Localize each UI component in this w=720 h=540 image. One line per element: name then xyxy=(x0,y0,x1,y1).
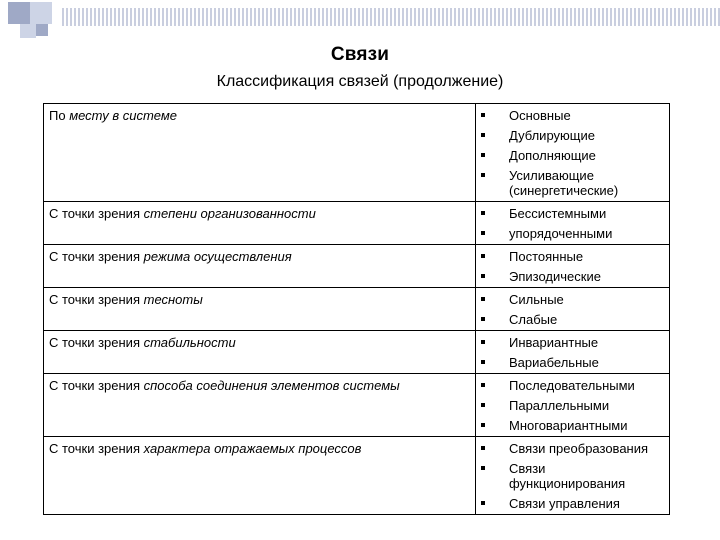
types-list xyxy=(481,206,664,241)
criterion-cell xyxy=(44,374,476,437)
list-item xyxy=(481,269,664,284)
criterion-cell xyxy=(44,202,476,245)
bullet-icon xyxy=(481,153,485,157)
types-cell xyxy=(476,202,670,245)
bullet-icon xyxy=(481,211,485,215)
list-item-text: Связи управления xyxy=(509,496,620,511)
bullet-icon xyxy=(481,360,485,364)
list-item-text: Эпизодические xyxy=(509,269,601,284)
list-item-text: Последовательными xyxy=(509,378,635,393)
slide-subtitle: Классификация связей (продолжение) xyxy=(216,73,504,90)
bullet-icon xyxy=(481,133,485,137)
list-item xyxy=(481,108,664,123)
bullet-icon xyxy=(481,446,485,450)
bullet-icon xyxy=(481,340,485,344)
table-row xyxy=(44,374,670,437)
list-item xyxy=(481,418,664,433)
bullet-icon xyxy=(481,383,485,387)
list-item xyxy=(481,148,664,163)
list-item-text: Дублирующие xyxy=(509,128,595,143)
criterion-prefix: С точки зрения xyxy=(49,335,144,350)
list-item-text: Связи функционирования xyxy=(509,461,626,491)
list-item-text: Дополняющие xyxy=(509,148,596,163)
list-item-text: Инвариантные xyxy=(509,335,599,350)
criterion-prefix: С точки зрения xyxy=(49,292,144,307)
classification-table xyxy=(43,103,670,515)
criterion-term: характера отражаемых процессов xyxy=(143,441,362,456)
list-item xyxy=(481,335,664,350)
list-item-text: Многовариантными xyxy=(509,418,628,433)
list-item xyxy=(481,378,664,393)
criterion-term: режима осуществления xyxy=(143,249,292,264)
types-list xyxy=(481,249,664,284)
bullet-icon xyxy=(481,113,485,117)
list-item xyxy=(481,355,664,370)
types-cell xyxy=(476,104,670,202)
criterion-prefix: С точки зрения xyxy=(49,441,144,456)
list-item xyxy=(481,496,664,511)
bullet-icon xyxy=(481,317,485,321)
bullet-icon xyxy=(481,274,485,278)
bullet-icon xyxy=(481,423,485,427)
bullet-icon xyxy=(481,231,485,235)
criterion-term: тесноты xyxy=(143,292,203,307)
list-item xyxy=(481,206,664,221)
types-cell xyxy=(476,374,670,437)
table-row xyxy=(44,331,670,374)
types-list xyxy=(481,108,664,198)
list-item-text: Сильные xyxy=(509,292,564,307)
list-item-text: Постоянные xyxy=(509,249,584,264)
list-item xyxy=(481,312,664,327)
slide-title: Связи xyxy=(330,44,390,65)
list-item xyxy=(481,441,664,456)
list-item xyxy=(481,226,664,241)
list-item xyxy=(481,128,664,143)
criterion-prefix: С точки зрения xyxy=(49,249,144,264)
criterion-prefix: По xyxy=(49,108,70,123)
table-row xyxy=(44,202,670,245)
criterion-cell xyxy=(44,331,476,374)
decor-square xyxy=(20,24,36,38)
list-item xyxy=(481,398,664,413)
table-row xyxy=(44,288,670,331)
bullet-icon xyxy=(481,173,485,177)
list-item-text: Связи преобразования xyxy=(509,441,649,456)
criterion-cell xyxy=(44,288,476,331)
list-item xyxy=(481,461,664,491)
types-list xyxy=(481,335,664,370)
table-row xyxy=(44,245,670,288)
criterion-cell xyxy=(44,245,476,288)
criterion-term: степени организованности xyxy=(143,206,316,221)
table-row xyxy=(44,437,670,515)
criterion-term: месту в системе xyxy=(69,108,178,123)
table-row xyxy=(44,104,670,202)
bullet-icon xyxy=(481,403,485,407)
bullet-icon xyxy=(481,466,485,470)
criterion-prefix: С точки зрения xyxy=(49,206,144,221)
types-cell xyxy=(476,437,670,515)
list-item-text: Параллельными xyxy=(509,398,610,413)
decor-square xyxy=(36,24,48,36)
list-item xyxy=(481,168,664,198)
types-cell xyxy=(476,245,670,288)
criterion-cell xyxy=(44,104,476,202)
bullet-icon xyxy=(481,254,485,258)
types-list xyxy=(481,292,664,327)
decor-stripe xyxy=(62,8,720,26)
decor-square xyxy=(30,2,52,24)
decor-square xyxy=(8,2,30,24)
list-item xyxy=(481,292,664,307)
list-item-text: Слабые xyxy=(509,312,558,327)
types-list xyxy=(481,378,664,433)
list-item-text: Вариабельные xyxy=(509,355,599,370)
types-list xyxy=(481,441,664,511)
criterion-term: стабильности xyxy=(143,335,236,350)
list-item xyxy=(481,249,664,264)
criterion-prefix: С точки зрения xyxy=(49,378,144,393)
bullet-icon xyxy=(481,501,485,505)
types-cell xyxy=(476,288,670,331)
list-item-text: Бессистемными xyxy=(509,206,607,221)
slide-decoration xyxy=(0,0,720,40)
list-item-text: Основные xyxy=(509,108,571,123)
criterion-cell xyxy=(44,437,476,515)
criterion-term: способа соединения элементов системы xyxy=(143,378,400,393)
list-item-text: Усиливающие (синергетические) xyxy=(509,168,619,198)
list-item-text: упорядоченными xyxy=(509,226,613,241)
bullet-icon xyxy=(481,297,485,301)
types-cell xyxy=(476,331,670,374)
